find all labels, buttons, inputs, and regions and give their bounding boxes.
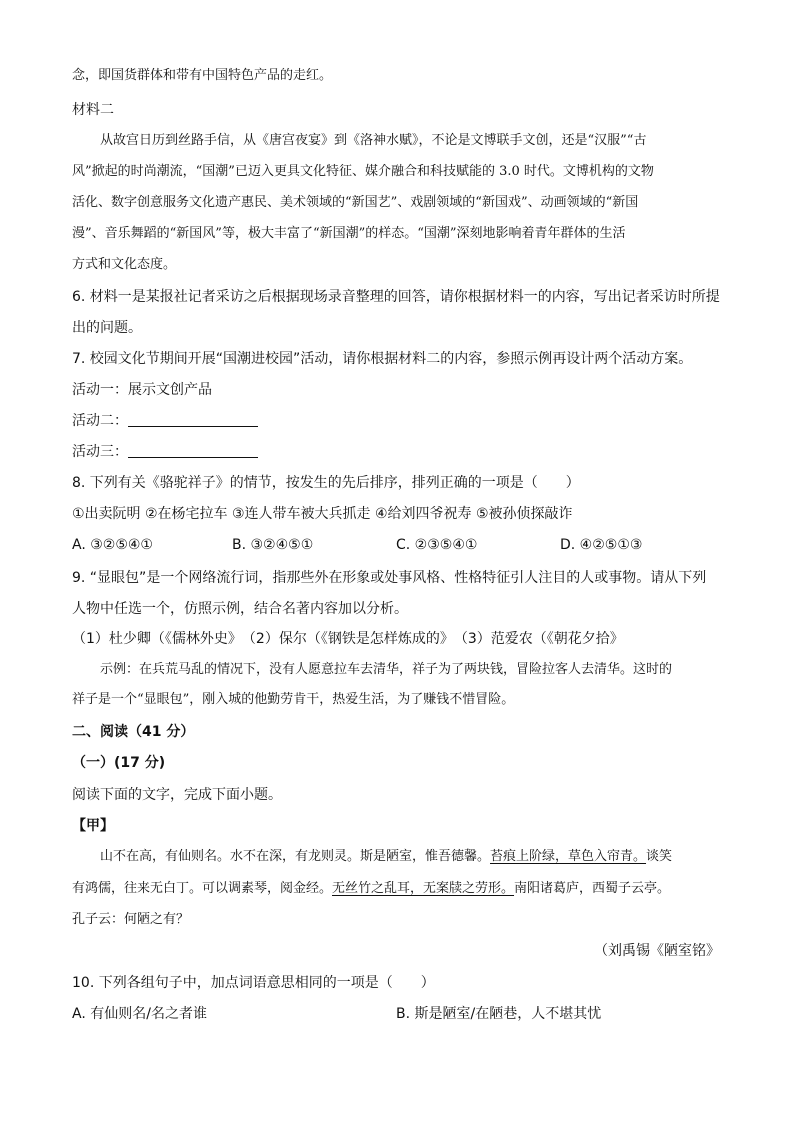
section-title: 二、阅读（41 分）: [72, 724, 195, 740]
underlined-sentence: 无丝竹之乱耳，无案牍之劳形。: [332, 881, 515, 896]
q7-activity-3: [72, 442, 732, 462]
passage-line: 孔子云：何陋之有？: [72, 912, 190, 927]
q7-activity-2: [72, 411, 732, 431]
material2-line: 活化、数字创意服务文化遗产惠民、美术领域的“新国艺”、戏剧领域的“新国戏”、动画领域的“新国: [72, 195, 639, 210]
q9-choices: （1）杜少卿（《儒林外史》 （2）保尔（《钢铁是怎样炼成的》 （3）范爱农（《朝花夕拾》: [72, 631, 624, 647]
part-title: （一）(17 分): [72, 755, 166, 771]
material2-line: 方式和文化态度。: [72, 257, 177, 272]
q7-activity-1: 活动一：展示文创产品: [72, 382, 212, 398]
q8-option-a[interactable]: A. ③②⑤④①: [72, 537, 153, 553]
passage-label: 【甲】: [72, 818, 114, 834]
q9-stem: 9. “显眼包”是一个网络流行词，指那些外在形象或处事风格、性格特征引人注目的人或事物。请从下列: [72, 570, 707, 586]
q10-option-b[interactable]: B. 斯是陋室/在陋巷，人不堪其忧: [396, 1006, 602, 1022]
q7-stem: 7. 校园文化节期间开展“国潮进校园”活动，请你根据材料二的内容，参照示例再设计两个活动方案。: [72, 351, 693, 367]
q6-stem-cont: 出的问题。: [72, 320, 142, 336]
q8-stem: 8. 下列有关《骆驼祥子》的情节，按发生的先后排序，排列正确的一项是（ ）: [72, 475, 580, 491]
material2-line: 风”掀起的时尚潮流，“国潮”已迈入更具文化特征、媒介融合和科技赋能的 3.0 时代。文博机构的文物: [72, 164, 654, 179]
q8-option-d[interactable]: D. ④②⑤①③: [560, 537, 643, 553]
q8-events: ①出卖阮明 ②在杨宅拉车 ③连人带车被大兵抓走 ④给刘四爷祝寿 ⑤被孙侦探敲诈: [72, 506, 573, 522]
passage-line: [72, 879, 732, 899]
q6-stem: 6. 材料一是某报社记者采访之后根据现场录音整理的回答，请你根据材料一的内容，写出记者采访时所提: [72, 289, 720, 305]
passage-text: 山不在高，有仙则名。水不在深，有龙则灵。斯是陋室，惟吾德馨。: [100, 849, 491, 864]
passage-text: 南阳诸葛庐，西蜀子云亭。: [514, 881, 671, 896]
q9-example-cont: 祥子是一个“显眼包”，刚入城的他勤劳肯干，热爱生活，为了赚钱不惜冒险。: [72, 692, 515, 707]
answer-blank[interactable]: [128, 443, 258, 458]
q7-activity-2-label: 活动二：: [72, 413, 128, 429]
q10-stem: 10. 下列各组句子中，加点词语意思相同的一项是（ ）: [72, 975, 435, 991]
material2-line: 漫”、音乐舞蹈的“新国风”等，极大丰富了“新国潮”的样态。“国潮”深刻地影响着青年群体的生活: [72, 226, 626, 241]
q8-option-c[interactable]: C. ②③⑤④①: [396, 537, 478, 553]
material2-heading: 材料二: [72, 102, 114, 118]
q9-example: 示例：在兵荒马乱的情况下，没有人愿意拉车去清华，祥子为了两块钱，冒险拉客人去清华。这时的: [100, 662, 673, 677]
q8-option-b[interactable]: B. ③②④⑤①: [232, 537, 314, 553]
passage-text: 有鸿儒，往来无白丁。可以调素琴，阅金经。: [72, 881, 333, 896]
q9-stem-cont: 人物中任选一个，仿照示例，结合名著内容加以分析。: [72, 601, 408, 617]
answer-blank[interactable]: [128, 412, 258, 427]
q7-activity-3-label: 活动三：: [72, 444, 128, 460]
q10-option-a[interactable]: A. 有仙则名/名之者谁: [72, 1006, 207, 1022]
passage-text: 谈笑: [646, 849, 673, 864]
passage-source: （刘禹锡《陋室铭》: [594, 943, 720, 959]
underlined-sentence: 苔痕上阶绿，草色入帘青。: [490, 849, 647, 864]
reading-instruction: 阅读下面的文字，完成下面小题。: [72, 787, 282, 803]
material2-line: 从故宫日历到丝路手信，从《唐宫夜宴》到《洛神水赋》，不论是文博联手文创，还是“汉服”“古: [100, 133, 647, 148]
passage-line: [100, 847, 760, 867]
intro-tail-text: 念，即国货群体和带有中国特色产品的走红。: [72, 68, 333, 83]
